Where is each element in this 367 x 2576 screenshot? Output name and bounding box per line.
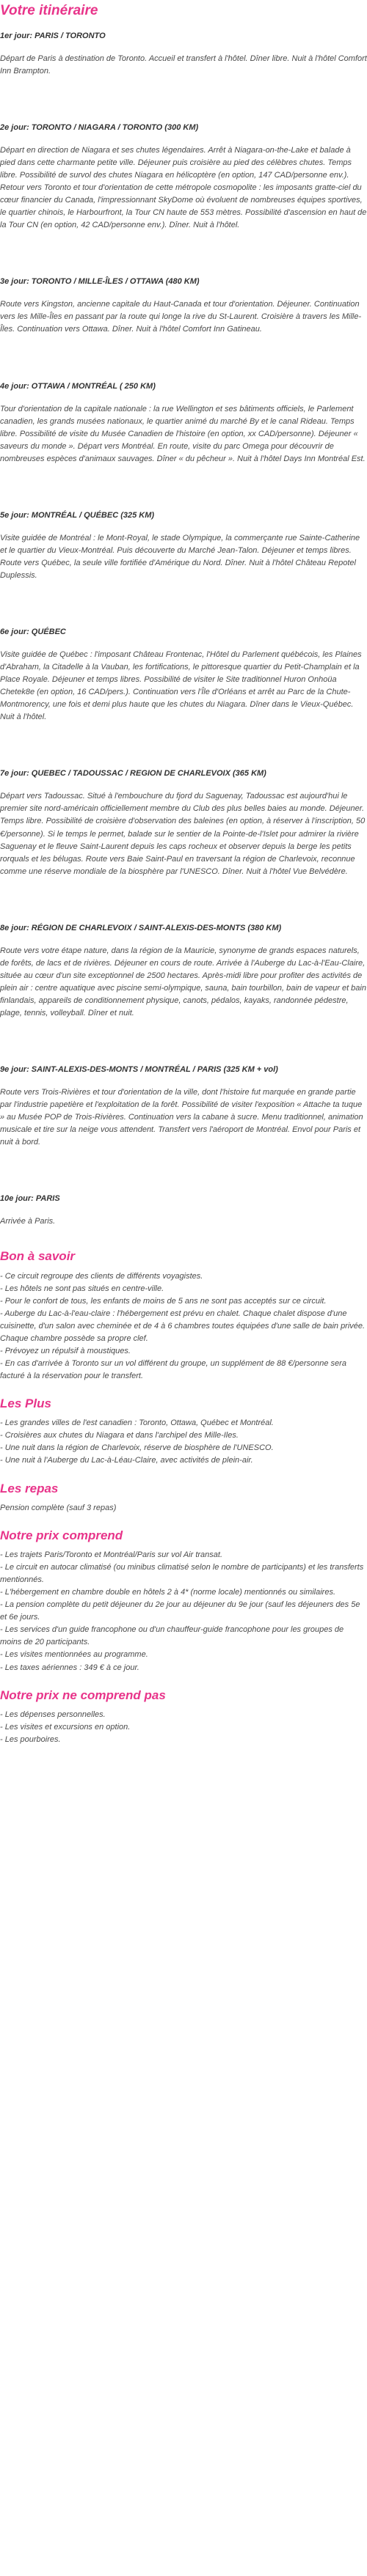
itinerary-title: Votre itinéraire <box>0 3 98 18</box>
list-item: - Les taxes aériennes : 349 € à ce jour. <box>0 1663 139 1672</box>
day-block <box>0 380 367 465</box>
list-item: - Les dépenses personnelles. <box>0 1710 106 1719</box>
day-title: 3e jour: TORONTO / MILLE-ÎLES / OTTAWA (480 KM) <box>0 277 200 287</box>
list-item: - Croisières aux chutes du Niagara et dans l'archipel des Mille-Iles. <box>0 1431 239 1440</box>
day-block <box>0 509 367 582</box>
list-item: - Auberge du Lac-à-l'eau-claire : l'hébergement est prévu en chalet. Chaque chalet dispose d'une cuisinette, d'un salon avec cheminée et de 4 à 6 chambres toutes équipées d'une salle de bain privée. Chaque chambre possède sa propre clef. <box>0 1309 366 1343</box>
prix-comprend-list <box>0 1549 367 1674</box>
prix-ne-comprend-pas-list <box>0 1709 367 1746</box>
list-item: - Les trajets Paris/Toronto et Montréal/Paris sur vol Air transat. <box>0 1550 223 1560</box>
list-item: - Les pourboires. <box>0 1734 61 1744</box>
prix-comprend-title: Notre prix comprend <box>0 1528 123 1542</box>
list-item: - Ce circuit regroupe des clients de différents voyagistes. <box>0 1271 203 1281</box>
list-item: - Pour le confort de tous, les enfants de moins de 5 ans ne sont pas acceptés sur ce circuit. <box>0 1296 327 1306</box>
day-description: Visite guidée de Québec : l'imposant Château Frontenac, l'Hôtel du Parlement québécois, les Plaines d'Abraham, la Citadelle à la Vauban, les fortifications, le pittoresque quartier du Petit-Champlain et la Place Royale. Déjeuner et temps libres. Possibilité de visiter le Site traditionnel Huron Onhoüa Chetek8e (en option, 16 CAD/pers.). Continuation vers l'Île d'Orléans et arrêt au Parc de la Chute-Montmorency, une fois et demi plus haute que les chutes du Niagara. Dîner dans le Vieux-Québec. Nuit à l'hôtel. <box>0 650 362 722</box>
day-description: Visite guidée de Montréal : le Mont-Royal, le stade Olympique, la commerçante rue Sainte-Catherine et le quartier du Vieux-Montréal. Puis découverte du Marché Jean-Talon. Déjeuner et temps libres. Route vers Québec, la seule ville fortifiée d'Amérique du Nord. Dîner. Nuit à l'hôtel Château Repotel Duplessis. <box>0 533 360 580</box>
les-repas-text: Pension complète (sauf 3 repas) <box>0 1503 117 1512</box>
list-item: - Les visites mentionnées au programme. <box>0 1650 148 1660</box>
day-description: Tour d'orientation de la capitale nationale : la rue Wellington et ses bâtiments officiels, le Parlement canadien, les grands musées nationaux, le quartier animé du marché By et le canal Rideau. Temps libre. Possibilité de visite du Musée Canadien de l'histoire (en option, xx CAD/personne). Déjeuner « saveurs du monde ». Départ vers Montréal. En route, visite du parc Omega pour découvrir de nombreuses espèces d'animaux sauvages. Dîner « du pêcheur ». Nuit à l'hôtel Days Inn Montréal Est. <box>0 404 366 463</box>
day-block <box>0 30 367 78</box>
day-title: 7e jour: QUEBEC / TADOUSSAC / REGION DE CHARLEVOIX (365 KM) <box>0 769 266 779</box>
day-description: Arrivée à Paris. <box>0 1217 56 1226</box>
day-description: Départ en direction de Niagara et ses chutes légendaires. Arrêt à Niagara-on-the-Lake et balade à pied dans cette charmante petite ville. Déjeuner puis croisière au pied des célèbres chutes. Temps libre. Possibilité de survol des chutes Niagara en hélicoptère (en option, 147 CAD/personne env.). Retour vers Toronto et tour d'orientation de cette métropole cosmopolite : les imposants gratte-ciel du cœur financier du Canada, l'impressionnant SkyDome où évoluent de nombreuses équipes sportives, le quartier chinois, le Harbourfront, la Tour CN haute de 553 mètres. Possibilité d'ascension en haut de la Tour CN (en option, 42 CAD/personne env.). Dîner. Nuit à l'hôtel. <box>0 145 367 230</box>
prix-ne-comprend-pas-title: Notre prix ne comprend pas <box>0 1688 166 1702</box>
day-title: 6e jour: QUÉBEC <box>0 628 66 637</box>
les-plus-list <box>0 1417 367 1467</box>
day-title: 5e jour: MONTRÉAL / QUÉBEC (325 KM) <box>0 510 155 520</box>
day-block <box>0 276 367 336</box>
list-item: - Les visites et excursions en option. <box>0 1722 131 1732</box>
itinerary-days <box>0 30 367 1229</box>
day-description: Départ vers Tadoussac. Situé à l'embouchure du fjord du Saguenay, Tadoussac est aujourd'hui le premier site nord-américain officiellement membre du Club des plus belles baies au monde. Déjeuner. Temps libre. Possibilité de croisière d'observation des baleines (en option, à réserver à l'inscription, 50 €/personne). Si le temps le permet, balade sur le sentier de la Pointe-de-l'Islet pour admirer la rivière Saguenay et le fleuve Saint-Laurent depuis les caps rocheux et observer depuis la berge les petits rorquals et les bélugas. Route vers Baie Saint-Paul en traversant la région de Charlevoix, reconnue comme une réserve mondiale de la biosphère par l'UNESCO. Dîner. Nuit à l'hôtel Vue Belvédère. <box>0 792 366 876</box>
day-title: 1er jour: PARIS / TORONTO <box>0 31 106 40</box>
day-title: 9e jour: SAINT-ALEXIS-DES-MONTS / MONTRÉAL / PARIS (325 KM + vol) <box>0 1065 278 1075</box>
list-item: - Les hôtels ne sont pas situés en centre-ville. <box>0 1284 164 1293</box>
day-block <box>0 768 367 877</box>
day-description: Route vers votre étape nature, dans la région de la Mauricie, synonyme de grands espaces naturels, de forêts, de lacs et de rivières. Déjeuner en cours de route. Arrivée à l'Auberge du Lac-à-l'Eau-Claire, située au cœur d'un site exceptionnel de 2500 hectares. Après-midi libre pour profiter des activités de plein air : centre aquatique avec piscine semi-olympique, sauna, bain tourbillon, bain de vapeur et bain finlandais, appareils de conditionnement physique, canots, pédalos, kayaks, randonnée pédestre, plage, tennis, volleyball. Dîner et nuit. <box>0 946 366 1017</box>
bon-a-savoir-list <box>0 1270 367 1383</box>
list-item: - Prévoyez un répulsif à moustiques. <box>0 1346 131 1355</box>
day-block <box>0 1064 367 1149</box>
bon-a-savoir-title: Bon à savoir <box>0 1249 76 1264</box>
list-item: - La pension complète du petit déjeuner du 2e jour au déjeuner du 9e jour (sauf les déjeuners des 5e et 6e jours. <box>0 1600 360 1622</box>
day-title: 2e jour: TORONTO / NIAGARA / TORONTO (300 KM) <box>0 122 199 132</box>
day-block <box>0 626 367 724</box>
day-description: Route vers Kingston, ancienne capitale du Haut-Canada et tour d'orientation. Déjeuner. Continuation vers les Mille-Îles en passant par la route qui longe la rive du St-Laurent. Croisière à travers les Mille-Îles. Continuation vers Ottawa. Dîner. Nuit à l'hôtel Comfort Inn Gatineau. <box>0 300 362 334</box>
day-block <box>0 1193 367 1228</box>
les-repas-title: Les repas <box>0 1481 59 1495</box>
list-item: - Une nuit à l'Auberge du Lac-à-Léau-Claire, avec activités de plein-air. <box>0 1456 253 1465</box>
day-block <box>0 922 367 1020</box>
list-item: - L'hébergement en chambre double en hôtels 2 à 4* (norme locale) mentionnés ou similaires. <box>0 1588 336 1597</box>
list-item: - Le circuit en autocar climatisé (ou minibus climatisé selon le nombre de participants) et les transferts mentionnés. <box>0 1563 364 1585</box>
list-item: - En cas d'arrivée à Toronto sur un vol différent du groupe, un supplément de 88 €/personne sera facturé à la réservation pour le transfert. <box>0 1359 346 1381</box>
list-item: - Les grandes villes de l'est canadien : Toronto, Ottawa, Québec et Montréal. <box>0 1418 274 1428</box>
day-title: 8e jour: RÉGION DE CHARLEVOIX / SAINT-ALEXIS-DES-MONTS (380 KM) <box>0 923 282 932</box>
day-description: Route vers Trois-Rivières et tour d'orientation de la ville, dont l'histoire fut marquée en grande partie par l'industrie papetière et l'exploitation de la forêt. Possibilité de visiter l'exposition « Attache ta tuque » au Musée POP de Trois-Rivières. Continuation vers la cabane à sucre. Menu traditionnel, animation musicale et tire sur la neige vous attendent. Transfert vers l'aéroport de Montréal. Envol pour Paris et nuit à bord. <box>0 1088 363 1147</box>
list-item: - Une nuit dans la région de Charlevoix, réserve de biosphère de l'UNESCO. <box>0 1443 274 1453</box>
list-item: - Les services d'un guide francophone ou d'un chauffeur-guide francophone pour les groupes de moins de 20 participants. <box>0 1625 344 1647</box>
les-plus-title: Les Plus <box>0 1396 51 1411</box>
day-description: Départ de Paris à destination de Toronto. Accueil et transfert à l'hôtel. Dîner libre. Nuit à l'hôtel Comfort Inn Brampton. <box>0 54 367 76</box>
day-title: 10e jour: PARIS <box>0 1194 60 1204</box>
day-title: 4e jour: OTTAWA / MONTRÉAL ( 250 KM) <box>0 381 156 391</box>
day-block <box>0 122 367 232</box>
